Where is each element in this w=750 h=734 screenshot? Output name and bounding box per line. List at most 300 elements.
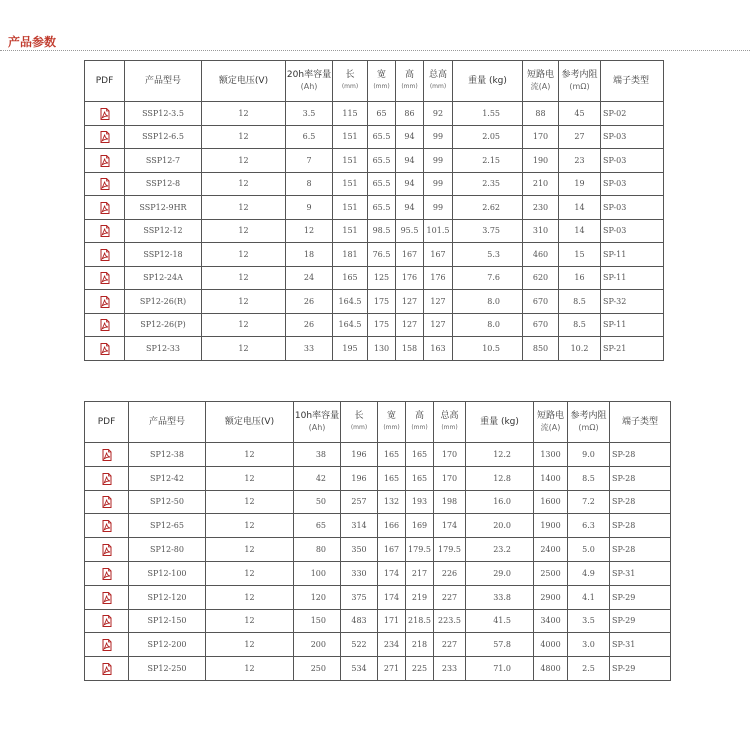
cell-total-height: 99: [424, 149, 453, 173]
cell-voltage: 12: [202, 102, 286, 126]
header-resistance-unit: (mΩ): [578, 423, 599, 432]
pdf-file-icon[interactable]: [99, 108, 111, 119]
cell-voltage: 12: [206, 609, 294, 633]
cell-voltage: 12: [202, 313, 286, 337]
cell-terminal: SP-31: [610, 561, 671, 585]
pdf-file-icon[interactable]: [99, 131, 111, 142]
cell-capacity: 38: [294, 443, 341, 467]
cell-height: 127: [396, 290, 424, 314]
cell-weight: 8.0: [453, 313, 523, 337]
cell-width: 65: [368, 102, 396, 126]
cell-voltage: 12: [202, 125, 286, 149]
cell-resistance: 8.5: [559, 290, 601, 314]
cell-width: 132: [378, 490, 406, 514]
cell-total-height: 99: [424, 196, 453, 220]
cell-weight: 12.8: [466, 466, 534, 490]
cell-capacity: 42: [294, 466, 341, 490]
header-capacity-unit: (Ah): [308, 423, 326, 432]
cell-resistance: 6.3: [568, 514, 610, 538]
cell-capacity: 9: [286, 196, 333, 220]
cell-short-circuit: 1300: [534, 443, 568, 467]
cell-resistance: 8.5: [559, 313, 601, 337]
cell-model: SP12-26(R): [125, 290, 202, 314]
cell-length: 330: [341, 561, 378, 585]
pdf-cell: [85, 149, 125, 173]
header-width: [368, 61, 396, 102]
cell-capacity: 80: [294, 538, 341, 562]
cell-total-height: 99: [424, 172, 453, 196]
cell-weight: 71.0: [466, 657, 534, 681]
header-total-height: [424, 61, 453, 102]
cell-total-height: 176: [424, 266, 453, 290]
cell-resistance: 4.1: [568, 585, 610, 609]
cell-length: 314: [341, 514, 378, 538]
pdf-cell: [85, 466, 129, 490]
cell-short-circuit: 88: [523, 102, 559, 126]
cell-weight: 16.0: [466, 490, 534, 514]
cell-height: 94: [396, 172, 424, 196]
cell-width: 174: [378, 561, 406, 585]
cell-total-height: 170: [434, 466, 466, 490]
pdf-file-icon[interactable]: [99, 319, 111, 330]
cell-length: 151: [333, 196, 368, 220]
cell-width: 175: [368, 290, 396, 314]
pdf-file-icon[interactable]: [101, 449, 113, 460]
cell-capacity: 8: [286, 172, 333, 196]
pdf-file-icon[interactable]: [99, 225, 111, 236]
cell-capacity: 7: [286, 149, 333, 173]
pdf-cell: [85, 657, 129, 681]
cell-terminal: SP-29: [610, 609, 671, 633]
cell-voltage: 12: [202, 290, 286, 314]
cell-short-circuit: 670: [523, 313, 559, 337]
pdf-file-icon[interactable]: [99, 272, 111, 283]
cell-height: 167: [396, 243, 424, 267]
pdf-cell: [85, 290, 125, 314]
pdf-cell: [85, 538, 129, 562]
cell-length: 164.5: [333, 313, 368, 337]
cell-total-height: 174: [434, 514, 466, 538]
cell-weight: 2.35: [453, 172, 523, 196]
cell-terminal: SP-02: [601, 102, 664, 126]
pdf-cell: [85, 443, 129, 467]
table-row: [85, 490, 671, 514]
header-row: [85, 402, 671, 443]
header-total-height: [434, 402, 466, 443]
cell-length: 534: [341, 657, 378, 681]
header-width-unit: (mm): [373, 83, 390, 90]
cell-length: 257: [341, 490, 378, 514]
pdf-file-icon[interactable]: [101, 663, 113, 674]
spec-table-1-body: [85, 102, 664, 361]
cell-height: 95.5: [396, 219, 424, 243]
header-capacity-unit: (Ah): [300, 82, 318, 91]
pdf-cell: [85, 125, 125, 149]
header-width-unit: (mm): [383, 424, 400, 431]
header-weight: 重量 (kg): [453, 61, 523, 102]
cell-width: 165: [378, 466, 406, 490]
cell-width: 125: [368, 266, 396, 290]
cell-capacity: 150: [294, 609, 341, 633]
header-height-label: 高: [404, 70, 414, 80]
cell-model: SP12-26(P): [125, 313, 202, 337]
cell-height: 217: [406, 561, 434, 585]
cell-height: 179.5: [406, 538, 434, 562]
cell-height: 127: [396, 313, 424, 337]
cell-short-circuit: 210: [523, 172, 559, 196]
header-capacity: [294, 402, 341, 443]
cell-model: SP12-200: [129, 633, 206, 657]
header-total-height-label: 总高: [440, 411, 459, 421]
header-width-label: 宽: [386, 411, 396, 421]
pdf-file-icon[interactable]: [101, 544, 113, 555]
cell-width: 65.5: [368, 196, 396, 220]
pdf-cell: [85, 633, 129, 657]
table-row: [85, 337, 664, 361]
cell-terminal: SP-03: [601, 196, 664, 220]
cell-weight: 2.15: [453, 149, 523, 173]
cell-terminal: SP-03: [601, 219, 664, 243]
cell-weight: 20.0: [466, 514, 534, 538]
cell-width: 165: [378, 443, 406, 467]
cell-width: 65.5: [368, 149, 396, 173]
cell-height: 225: [406, 657, 434, 681]
cell-short-circuit: 460: [523, 243, 559, 267]
cell-height: 165: [406, 466, 434, 490]
cell-width: 171: [378, 609, 406, 633]
cell-weight: 2.05: [453, 125, 523, 149]
pdf-cell: [85, 266, 125, 290]
pdf-cell: [85, 243, 125, 267]
cell-terminal: SP-29: [610, 585, 671, 609]
pdf-file-icon[interactable]: [101, 592, 113, 603]
cell-length: 375: [341, 585, 378, 609]
cell-model: SP12-120: [129, 585, 206, 609]
cell-height: 94: [396, 149, 424, 173]
cell-total-height: 179.5: [434, 538, 466, 562]
cell-terminal: SP-31: [610, 633, 671, 657]
header-capacity-label: 10h率容量: [294, 411, 340, 421]
cell-weight: 41.5: [466, 609, 534, 633]
cell-width: 234: [378, 633, 406, 657]
pdf-file-icon[interactable]: [101, 473, 113, 484]
cell-short-circuit: 2400: [534, 538, 568, 562]
cell-weight: 3.75: [453, 219, 523, 243]
cell-terminal: SP-11: [601, 243, 664, 267]
cell-capacity: 6.5: [286, 125, 333, 149]
table-row: [85, 172, 664, 196]
cell-total-height: 167: [424, 243, 453, 267]
cell-total-height: 101.5: [424, 219, 453, 243]
cell-width: 271: [378, 657, 406, 681]
cell-length: 151: [333, 172, 368, 196]
cell-short-circuit: 4000: [534, 633, 568, 657]
cell-height: 158: [396, 337, 424, 361]
cell-capacity: 100: [294, 561, 341, 585]
pdf-file-icon[interactable]: [101, 615, 113, 626]
header-length-label: 长: [354, 411, 364, 421]
cell-short-circuit: 230: [523, 196, 559, 220]
cell-capacity: 26: [286, 290, 333, 314]
spec-table-2: [84, 401, 671, 681]
cell-short-circuit: 620: [523, 266, 559, 290]
header-row: [85, 61, 664, 102]
cell-resistance: 3.5: [568, 609, 610, 633]
cell-capacity: 18: [286, 243, 333, 267]
cell-weight: 8.0: [453, 290, 523, 314]
header-resistance: [568, 402, 610, 443]
table-row: [85, 514, 671, 538]
cell-short-circuit: 4800: [534, 657, 568, 681]
cell-weight: 1.55: [453, 102, 523, 126]
pdf-cell: [85, 102, 125, 126]
cell-capacity: 26: [286, 313, 333, 337]
cell-model: SP12-250: [129, 657, 206, 681]
cell-model: SSP12-3.5: [125, 102, 202, 126]
pdf-cell: [85, 514, 129, 538]
cell-resistance: 7.2: [568, 490, 610, 514]
cell-total-height: 226: [434, 561, 466, 585]
cell-width: 166: [378, 514, 406, 538]
cell-height: 94: [396, 196, 424, 220]
table-row: [85, 538, 671, 562]
cell-resistance: 14: [559, 219, 601, 243]
pdf-file-icon[interactable]: [99, 343, 111, 354]
header-resistance-label: 参考内阻: [570, 411, 607, 421]
header-short-circuit-unit: 流(A): [530, 82, 551, 91]
cell-model: SP12-100: [129, 561, 206, 585]
header-resistance-unit: (mΩ): [569, 82, 590, 91]
pdf-cell: [85, 172, 125, 196]
cell-height: 94: [396, 125, 424, 149]
cell-height: 218: [406, 633, 434, 657]
pdf-cell: [85, 585, 129, 609]
table-row: [85, 633, 671, 657]
cell-weight: 10.5: [453, 337, 523, 361]
table-row: [85, 219, 664, 243]
pdf-cell: [85, 609, 129, 633]
cell-voltage: 12: [206, 443, 294, 467]
header-length-label: 长: [345, 70, 355, 80]
cell-voltage: 12: [202, 337, 286, 361]
header-height-label: 高: [414, 411, 424, 421]
cell-short-circuit: 1600: [534, 490, 568, 514]
header-pdf: PDF: [85, 402, 129, 443]
cell-terminal: SP-21: [601, 337, 664, 361]
cell-total-height: 227: [434, 585, 466, 609]
header-total-height-unit: (mm): [441, 424, 458, 431]
cell-resistance: 3.0: [568, 633, 610, 657]
cell-capacity: 12: [286, 219, 333, 243]
table-row: [85, 149, 664, 173]
cell-weight: 5.3: [453, 243, 523, 267]
pdf-file-icon[interactable]: [101, 568, 113, 579]
cell-model: SSP12-9HR: [125, 196, 202, 220]
cell-length: 165: [333, 266, 368, 290]
cell-voltage: 12: [206, 490, 294, 514]
cell-resistance: 5.0: [568, 538, 610, 562]
header-height-unit: (mm): [401, 83, 418, 90]
cell-length: 164.5: [333, 290, 368, 314]
cell-model: SP12-150: [129, 609, 206, 633]
header-model: 产品型号: [129, 402, 206, 443]
cell-length: 196: [341, 466, 378, 490]
cell-length: 522: [341, 633, 378, 657]
cell-voltage: 12: [206, 561, 294, 585]
header-short-circuit: [534, 402, 568, 443]
cell-width: 98.5: [368, 219, 396, 243]
cell-voltage: 12: [202, 172, 286, 196]
cell-capacity: 24: [286, 266, 333, 290]
cell-weight: 12.2: [466, 443, 534, 467]
cell-model: SP12-38: [129, 443, 206, 467]
cell-capacity: 65: [294, 514, 341, 538]
cell-width: 130: [368, 337, 396, 361]
cell-voltage: 12: [202, 196, 286, 220]
cell-terminal: SP-28: [610, 443, 671, 467]
pdf-file-icon[interactable]: [99, 178, 111, 189]
header-total-height-unit: (mm): [429, 83, 447, 90]
cell-resistance: 4.9: [568, 561, 610, 585]
cell-width: 65.5: [368, 172, 396, 196]
table-row: [85, 443, 671, 467]
cell-terminal: SP-28: [610, 514, 671, 538]
cell-short-circuit: 850: [523, 337, 559, 361]
cell-model: SP12-33: [125, 337, 202, 361]
pdf-cell: [85, 337, 125, 361]
cell-model: SSP12-18: [125, 243, 202, 267]
cell-weight: 2.62: [453, 196, 523, 220]
header-terminal: 端子类型: [601, 61, 664, 102]
header-total-height-label: 总高: [428, 70, 447, 80]
pdf-file-icon[interactable]: [99, 249, 111, 260]
pdf-file-icon[interactable]: [101, 520, 113, 531]
cell-length: 151: [333, 149, 368, 173]
cell-weight: 57.8: [466, 633, 534, 657]
cell-total-height: 163: [424, 337, 453, 361]
header-length: [341, 402, 378, 443]
cell-short-circuit: 2900: [534, 585, 568, 609]
pdf-cell: [85, 313, 125, 337]
pdf-cell: [85, 490, 129, 514]
pdf-file-icon[interactable]: [99, 202, 111, 213]
pdf-file-icon[interactable]: [99, 155, 111, 166]
cell-model: SSP12-8: [125, 172, 202, 196]
cell-weight: 7.6: [453, 266, 523, 290]
pdf-cell: [85, 196, 125, 220]
cell-resistance: 9.0: [568, 443, 610, 467]
cell-capacity: 50: [294, 490, 341, 514]
header-short-circuit-label: 短路电: [536, 411, 564, 421]
cell-short-circuit: 2500: [534, 561, 568, 585]
cell-short-circuit: 1900: [534, 514, 568, 538]
cell-height: 218.5: [406, 609, 434, 633]
cell-short-circuit: 3400: [534, 609, 568, 633]
table-row: [85, 657, 671, 681]
pdf-cell: [85, 561, 129, 585]
cell-terminal: SP-03: [601, 125, 664, 149]
cell-voltage: 12: [206, 514, 294, 538]
cell-voltage: 12: [202, 149, 286, 173]
table-row: [85, 609, 671, 633]
header-weight: 重量 (kg): [466, 402, 534, 443]
cell-model: SSP12-12: [125, 219, 202, 243]
cell-resistance: 23: [559, 149, 601, 173]
header-short-circuit-label: 短路电: [526, 70, 554, 80]
cell-resistance: 16: [559, 266, 601, 290]
cell-height: 86: [396, 102, 424, 126]
cell-length: 151: [333, 219, 368, 243]
cell-resistance: 27: [559, 125, 601, 149]
cell-resistance: 14: [559, 196, 601, 220]
header-resistance-label: 参考内阻: [561, 70, 598, 80]
pdf-file-icon[interactable]: [101, 496, 113, 507]
header-height-unit: (mm): [411, 424, 428, 431]
cell-short-circuit: 1400: [534, 466, 568, 490]
cell-terminal: SP-11: [601, 266, 664, 290]
cell-total-height: 127: [424, 290, 453, 314]
cell-length: 196: [341, 443, 378, 467]
cell-voltage: 12: [206, 538, 294, 562]
cell-resistance: 45: [559, 102, 601, 126]
cell-model: SP12-24A: [125, 266, 202, 290]
header-pdf: PDF: [85, 61, 125, 102]
cell-width: 65.5: [368, 125, 396, 149]
header-resistance: [559, 61, 601, 102]
cell-total-height: 99: [424, 125, 453, 149]
cell-height: 219: [406, 585, 434, 609]
table-row: [85, 102, 664, 126]
cell-resistance: 19: [559, 172, 601, 196]
cell-resistance: 2.5: [568, 657, 610, 681]
cell-voltage: 12: [202, 266, 286, 290]
cell-length: 115: [333, 102, 368, 126]
cell-voltage: 12: [206, 633, 294, 657]
cell-capacity: 33: [286, 337, 333, 361]
header-width-label: 宽: [376, 70, 386, 80]
table-row: [85, 125, 664, 149]
table-row: [85, 266, 664, 290]
cell-weight: 29.0: [466, 561, 534, 585]
cell-model: SSP12-7: [125, 149, 202, 173]
cell-weight: 23.2: [466, 538, 534, 562]
cell-width: 167: [378, 538, 406, 562]
pdf-file-icon[interactable]: [99, 296, 111, 307]
cell-voltage: 12: [202, 219, 286, 243]
cell-total-height: 233: [434, 657, 466, 681]
cell-capacity: 200: [294, 633, 341, 657]
cell-length: 151: [333, 125, 368, 149]
header-short-circuit-unit: 流(A): [540, 423, 561, 432]
cell-resistance: 10.2: [559, 337, 601, 361]
header-capacity-label: 20h率容量: [286, 70, 332, 80]
cell-terminal: SP-29: [610, 657, 671, 681]
cell-capacity: 120: [294, 585, 341, 609]
cell-total-height: 127: [424, 313, 453, 337]
cell-short-circuit: 190: [523, 149, 559, 173]
pdf-cell: [85, 219, 125, 243]
cell-weight: 33.8: [466, 585, 534, 609]
cell-height: 165: [406, 443, 434, 467]
cell-total-height: 92: [424, 102, 453, 126]
pdf-file-icon[interactable]: [101, 639, 113, 650]
cell-resistance: 15: [559, 243, 601, 267]
header-terminal: 端子类型: [610, 402, 671, 443]
cell-voltage: 12: [206, 657, 294, 681]
cell-total-height: 227: [434, 633, 466, 657]
header-short-circuit: [523, 61, 559, 102]
cell-height: 176: [396, 266, 424, 290]
